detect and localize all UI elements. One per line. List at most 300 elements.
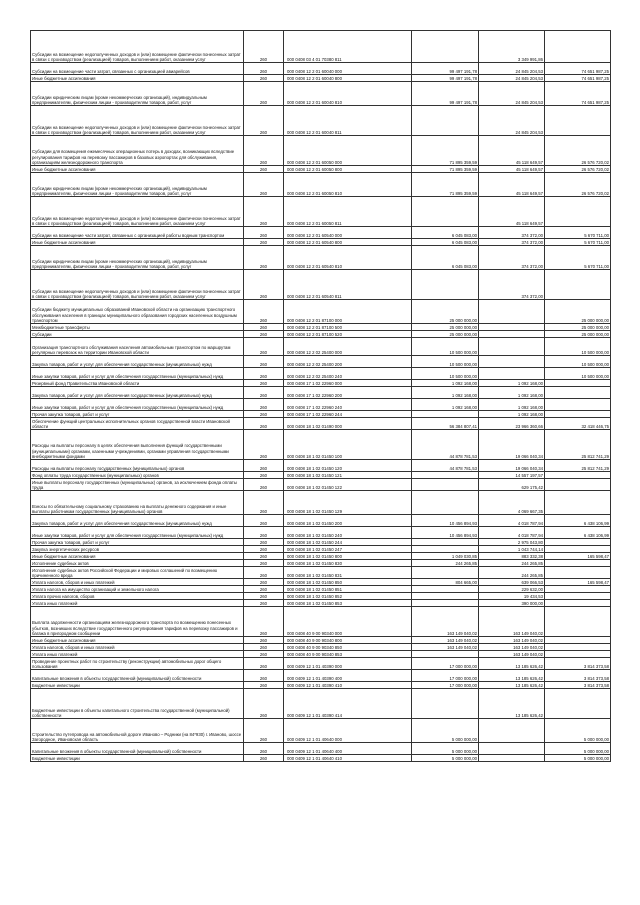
table-row [31, 63, 611, 75]
row-approved-cell: 6 045 083,00 [412, 246, 479, 270]
row-executed-cell: 13 185 626,42 [479, 658, 545, 670]
row-line-code-cell: 260 [244, 75, 284, 82]
table-row [31, 527, 611, 539]
row-remaining-cell [545, 106, 611, 136]
table-row [31, 586, 611, 593]
row-executed-cell: 3 349 991,86 [479, 31, 545, 63]
row-name-cell: Иные закупки товаров, работ и услуг для обеспечения государственных (муниципальных) нужд [31, 527, 244, 539]
row-executed-cell: 45 118 649,57 [479, 166, 545, 173]
row-remaining-cell: 26 576 720,02 [545, 136, 611, 166]
row-executed-cell [479, 719, 545, 743]
row-approved-cell: 25 000 000,00 [412, 331, 479, 338]
table-row [31, 380, 611, 387]
row-line-code-cell: 260 [244, 331, 284, 338]
table-row [31, 75, 611, 82]
row-executed-cell: 24 845 204,53 [479, 106, 545, 136]
table-row [31, 300, 611, 324]
row-line-code-cell: 260 [244, 227, 284, 239]
row-line-code-cell: 260 [244, 270, 284, 300]
row-executed-cell [479, 324, 545, 331]
row-approved-cell: 99 497 191,78 [412, 82, 479, 106]
row-budget-code-cell: 000 0408 12 2 01 60040 000 [284, 63, 412, 75]
row-approved-cell: 25 000 000,00 [412, 300, 479, 324]
row-executed-cell: 4 018 787,94 [479, 515, 545, 527]
row-line-code-cell: 260 [244, 380, 284, 387]
table-row [31, 479, 611, 491]
row-executed-cell [479, 755, 545, 762]
row-executed-cell: 45 118 649,57 [479, 136, 545, 166]
row-line-code-cell: 260 [244, 670, 284, 682]
row-line-code-cell: 260 [244, 460, 284, 472]
table-row [31, 331, 611, 338]
row-budget-code-cell: 000 0408 12 2 02 25400 240 [284, 368, 412, 380]
row-executed-cell [479, 368, 545, 380]
row-budget-code-cell: 000 0408 12 2 02 25400 000 [284, 338, 412, 356]
table-row [31, 31, 611, 63]
row-budget-code-cell: 000 0408 40 9 00 90340 800 [284, 637, 412, 644]
row-line-code-cell: 260 [244, 637, 284, 644]
row-name-cell: Бюджетные инвестиции [31, 682, 244, 689]
row-line-code-cell: 260 [244, 338, 284, 356]
row-remaining-cell [545, 689, 611, 719]
row-remaining-cell [545, 479, 611, 491]
row-executed-cell: 13 185 626,42 [479, 682, 545, 689]
row-budget-code-cell: 000 0408 12 2 01 60540 800 [284, 239, 412, 246]
row-name-cell: Иные закупки товаров, работ и услуг для обеспечения государственных (муниципальных) нужд [31, 368, 244, 380]
row-remaining-cell: 74 651 987,25 [545, 63, 611, 75]
row-budget-code-cell: 000 0408 40 9 00 90340 853 [284, 651, 412, 658]
row-executed-cell: 19 066 040,34 [479, 460, 545, 472]
row-budget-code-cell: 000 0408 18 1 02 01450 200 [284, 515, 412, 527]
row-name-cell: Исполнение судебных актов [31, 560, 244, 567]
row-budget-code-cell: 000 0408 18 1 02 01450 830 [284, 560, 412, 567]
table-row [31, 637, 611, 644]
row-executed-cell: 1 092 168,00 [479, 387, 545, 399]
row-name-cell: Строительство путепровода на автомобильной дороге Иваново – Родники (на 84*930) г. Иваново, шоссе Загородное, Ивановская область [31, 719, 244, 743]
row-remaining-cell: 6 438 106,99 [545, 527, 611, 539]
row-approved-cell [412, 586, 479, 593]
row-name-cell: Расходы на выплаты персоналу в целях обеспечения выполнения функций государственными (муниципальными) органами, казенными учреждениями, органами управления государственными внебюджетными фондами [31, 430, 244, 460]
table-row [31, 82, 611, 106]
row-line-code-cell: 260 [244, 579, 284, 586]
row-line-code-cell: 260 [244, 553, 284, 560]
row-name-cell: Проведение проектных работ по строительству (реконструкции) автомобильных дорог общего пользования [31, 658, 244, 670]
row-budget-code-cell: 000 0408 40 9 00 90340 000 [284, 607, 412, 637]
row-budget-code-cell: 000 0408 18 1 02 01450 247 [284, 546, 412, 553]
row-approved-cell: 17 000 000,00 [412, 682, 479, 689]
row-approved-cell: 163 149 040,02 [412, 637, 479, 644]
row-line-code-cell: 260 [244, 527, 284, 539]
row-line-code-cell: 260 [244, 418, 284, 430]
row-remaining-cell: 26 576 720,02 [545, 166, 611, 173]
row-budget-code-cell: 000 0408 18 1 02 01450 853 [284, 600, 412, 607]
table-row [31, 356, 611, 368]
row-executed-cell: 163 149 040,02 [479, 651, 545, 658]
row-executed-cell: 24 845 204,53 [479, 63, 545, 75]
row-remaining-cell: 10 500 000,00 [545, 356, 611, 368]
row-name-cell: Иные выплаты персоналу государственных (муниципальных) органов, за исключением фонда оплаты труда [31, 479, 244, 491]
row-line-code-cell: 260 [244, 411, 284, 418]
row-name-cell: Субсидии на возмещение части затрат, связанных с организацией работы водным транспортом [31, 227, 244, 239]
row-budget-code-cell: 000 0408 12 2 01 60040 810 [284, 82, 412, 106]
row-line-code-cell: 260 [244, 600, 284, 607]
row-remaining-cell [545, 567, 611, 579]
row-name-cell: Субсидии для возмещения ежемесячных операционных потерь в доходах, возникающих вследствие регулирования тарифов на перевозку пассажиров в базовых аэропортах для обслуживания, организациям железнодорожного транспорта [31, 136, 244, 166]
row-remaining-cell: 74 651 987,25 [545, 82, 611, 106]
row-approved-cell: 10 500 000,00 [412, 356, 479, 368]
row-executed-cell: 24 845 204,53 [479, 82, 545, 106]
row-approved-cell [412, 270, 479, 300]
row-budget-code-cell: 000 0408 12 2 01 60050 000 [284, 136, 412, 166]
row-budget-code-cell: 000 0408 12 2 01 87100 520 [284, 331, 412, 338]
row-line-code-cell: 260 [244, 755, 284, 762]
row-budget-code-cell: 000 0408 12 2 01 60050 811 [284, 197, 412, 227]
row-remaining-cell: 3 814 373,58 [545, 670, 611, 682]
table-row [31, 755, 611, 762]
row-line-code-cell: 260 [244, 324, 284, 331]
row-name-cell: Иные бюджетные ассигнования [31, 75, 244, 82]
row-line-code-cell: 260 [244, 106, 284, 136]
row-budget-code-cell: 000 0408 18 1 02 01450 129 [284, 491, 412, 515]
row-name-cell: Закупка товаров, работ и услуг для обеспечения государственных (муниципальных) нужд [31, 387, 244, 399]
row-executed-cell: 244 265,85 [479, 567, 545, 579]
row-budget-code-cell: 000 0409 12 1 01 40390 414 [284, 689, 412, 719]
table-row [31, 682, 611, 689]
table-row [31, 593, 611, 600]
row-name-cell: Уплата налогов, сборов и иных платежей [31, 579, 244, 586]
row-name-cell: Прочая закупка товаров, работ и услуг [31, 539, 244, 546]
table-row [31, 166, 611, 173]
row-budget-code-cell: 000 0408 18 1 02 01450 852 [284, 593, 412, 600]
row-approved-cell: 99 497 191,78 [412, 75, 479, 82]
table-row [31, 689, 611, 719]
row-budget-code-cell: 000 0408 17 1 02 22960 244 [284, 411, 412, 418]
row-executed-cell: 163 149 040,02 [479, 637, 545, 644]
row-remaining-cell [545, 593, 611, 600]
row-name-cell: Иные бюджетные ассигнования [31, 166, 244, 173]
row-budget-code-cell: 000 0408 18 1 02 01450 122 [284, 479, 412, 491]
table-row [31, 430, 611, 460]
row-name-cell: Бюджетные инвестиции в объекты капитального строительства государственной (муниципальной) собственности [31, 689, 244, 719]
row-name-cell: Иные бюджетные ассигнования [31, 239, 244, 246]
row-approved-cell: 1 092 168,00 [412, 399, 479, 411]
row-approved-cell: 99 497 191,78 [412, 63, 479, 75]
row-remaining-cell: 74 651 987,25 [545, 75, 611, 82]
row-name-cell: Субсидии юридическим лицам (кроме некоммерческих организаций), индивидуальным предпринимателям, физическим лицам - производителям товаров, работ, услуг [31, 82, 244, 106]
row-approved-cell [412, 197, 479, 227]
row-name-cell: Иные закупки товаров, работ и услуг для обеспечения государственных (муниципальных) нужд [31, 399, 244, 411]
row-budget-code-cell: 000 0409 12 1 01 40640 410 [284, 755, 412, 762]
row-remaining-cell: 3 814 373,58 [545, 658, 611, 670]
row-line-code-cell: 260 [244, 491, 284, 515]
row-line-code-cell: 260 [244, 586, 284, 593]
row-name-cell: Субсидии на возмещение недополученных доходов и (или) возмещение фактически понесенных затрат в связи с производством (реализацией) товаров, выполнением работ, оказанием услуг [31, 270, 244, 300]
table-row [31, 560, 611, 567]
row-remaining-cell: 165 598,47 [545, 579, 611, 586]
row-approved-cell: 71 895 359,59 [412, 173, 479, 197]
row-executed-cell: 45 118 649,57 [479, 173, 545, 197]
row-line-code-cell: 260 [244, 719, 284, 743]
row-line-code-cell: 260 [244, 539, 284, 546]
row-executed-cell: 1 092 168,00 [479, 411, 545, 418]
row-executed-cell [479, 743, 545, 755]
row-budget-code-cell: 000 0408 18 1 02 01450 244 [284, 539, 412, 546]
budget-execution-table [30, 30, 611, 762]
row-line-code-cell: 260 [244, 607, 284, 637]
row-executed-cell: 13 185 626,42 [479, 670, 545, 682]
row-remaining-cell [545, 472, 611, 479]
row-remaining-cell: 6 438 106,99 [545, 515, 611, 527]
row-budget-code-cell: 000 0408 18 1 02 01450 120 [284, 460, 412, 472]
row-name-cell: Субсидии бюджету муниципальных образований Ивановской области на организацию транспортного обслуживания населения в границах муниципального образования городских населенных воздушным транспортом [31, 300, 244, 324]
table-row [31, 239, 611, 246]
row-approved-cell: 1 049 030,85 [412, 553, 479, 560]
row-remaining-cell: 3 814 373,58 [545, 682, 611, 689]
row-name-cell: Субсидии на возмещение недополученных доходов и (или) возмещение фактически понесенных затрат в связи с производством (реализацией) товаров, выполнением работ, оказанием услуг [31, 106, 244, 136]
row-line-code-cell: 260 [244, 399, 284, 411]
table-row [31, 399, 611, 411]
table-row [31, 227, 611, 239]
row-line-code-cell: 260 [244, 356, 284, 368]
row-executed-cell [479, 331, 545, 338]
row-line-code-cell: 260 [244, 136, 284, 166]
row-remaining-cell [545, 651, 611, 658]
table-row [31, 670, 611, 682]
row-line-code-cell: 260 [244, 593, 284, 600]
row-approved-cell [412, 491, 479, 515]
row-executed-cell [479, 300, 545, 324]
row-name-cell: Иные бюджетные ассигнования [31, 553, 244, 560]
row-budget-code-cell: 000 0408 18 1 02 01450 121 [284, 472, 412, 479]
table-row [31, 197, 611, 227]
row-remaining-cell: 25 000 000,00 [545, 300, 611, 324]
row-remaining-cell: 25 000 000,00 [545, 331, 611, 338]
row-approved-cell: 5 000 000,00 [412, 755, 479, 762]
row-approved-cell [412, 31, 479, 63]
row-budget-code-cell: 000 0408 12 2 01 60050 800 [284, 166, 412, 173]
row-approved-cell: 6 045 083,00 [412, 227, 479, 239]
row-line-code-cell: 260 [244, 515, 284, 527]
row-budget-code-cell: 000 0408 40 9 00 90340 850 [284, 644, 412, 651]
row-line-code-cell: 260 [244, 682, 284, 689]
row-name-cell: Исполнение судебных актов Российской Федерации и мировых соглашений по возмещению причиненного вреда [31, 567, 244, 579]
row-approved-cell: 163 149 040,02 [412, 644, 479, 651]
table-row [31, 270, 611, 300]
row-budget-code-cell: 000 0408 17 1 02 22960 200 [284, 387, 412, 399]
row-approved-cell [412, 479, 479, 491]
table-row [31, 553, 611, 560]
row-budget-code-cell: 000 0409 12 1 01 40640 400 [284, 743, 412, 755]
row-line-code-cell: 260 [244, 689, 284, 719]
row-name-cell: Закупка товаров, работ и услуг для обеспечения государственных (муниципальных) нужд [31, 515, 244, 527]
row-approved-cell [412, 546, 479, 553]
row-line-code-cell: 260 [244, 658, 284, 670]
row-approved-cell: 1 092 168,00 [412, 380, 479, 387]
row-budget-code-cell: 000 0409 12 1 01 40390 000 [284, 658, 412, 670]
row-remaining-cell: 5 670 711,00 [545, 246, 611, 270]
row-approved-cell [412, 567, 479, 579]
table-row [31, 651, 611, 658]
row-budget-code-cell: 000 0408 12 2 01 60540 000 [284, 227, 412, 239]
table-row [31, 515, 611, 527]
row-executed-cell: 629 175,42 [479, 479, 545, 491]
row-approved-cell: 804 665,00 [412, 579, 479, 586]
table-row [31, 246, 611, 270]
row-executed-cell: 639 066,53 [479, 579, 545, 586]
row-approved-cell: 17 000 000,00 [412, 658, 479, 670]
row-budget-code-cell: 000 0408 17 1 02 22960 000 [284, 380, 412, 387]
row-budget-code-cell: 000 0408 03 4 01 70380 811 [284, 31, 412, 63]
row-name-cell: Взносы по обязательному социальному страхованию на выплаты денежного содержания и иные выплаты работникам государственных (муниципальных) органов [31, 491, 244, 515]
row-remaining-cell: 25 812 741,29 [545, 460, 611, 472]
row-executed-cell: 883 332,38 [479, 553, 545, 560]
row-budget-code-cell: 000 0409 12 1 01 40390 410 [284, 682, 412, 689]
row-line-code-cell: 260 [244, 430, 284, 460]
row-name-cell: Субсидии юридическим лицам (кроме некоммерческих организаций), индивидуальным предпринимателям, физическим лицам - производителям товаров, работ, услуг [31, 246, 244, 270]
row-executed-cell: 14 557 197,57 [479, 472, 545, 479]
row-remaining-cell [545, 399, 611, 411]
row-executed-cell: 24 845 204,53 [479, 75, 545, 82]
row-executed-cell: 1 043 744,14 [479, 546, 545, 553]
row-approved-cell: 56 384 807,41 [412, 418, 479, 430]
row-executed-cell: 374 372,00 [479, 246, 545, 270]
row-executed-cell: 1 092 168,00 [479, 399, 545, 411]
row-line-code-cell: 260 [244, 479, 284, 491]
table-row [31, 579, 611, 586]
row-executed-cell: 4 018 787,94 [479, 527, 545, 539]
row-approved-cell: 17 000 000,00 [412, 670, 479, 682]
row-remaining-cell: 5 670 711,00 [545, 239, 611, 246]
row-line-code-cell: 260 [244, 560, 284, 567]
row-line-code-cell: 260 [244, 31, 284, 63]
row-name-cell: Субсидии [31, 331, 244, 338]
table-row [31, 658, 611, 670]
table-row [31, 418, 611, 430]
row-remaining-cell [545, 411, 611, 418]
table-row [31, 338, 611, 356]
table-row [31, 136, 611, 166]
row-remaining-cell [545, 387, 611, 399]
table-row [31, 387, 611, 399]
row-remaining-cell [545, 197, 611, 227]
row-budget-code-cell: 000 0408 18 1 02 01450 100 [284, 430, 412, 460]
row-name-cell: Уплата прочих налогов, сборов [31, 593, 244, 600]
row-name-cell: Межбюджетные трансферты [31, 324, 244, 331]
row-name-cell: Капитальные вложения в объекты государственной (муниципальной) собственности [31, 743, 244, 755]
row-remaining-cell: 26 576 720,02 [545, 173, 611, 197]
row-name-cell: Субсидии на возмещение части затрат, связанных с организацией авиарейсов [31, 63, 244, 75]
row-approved-cell: 5 000 000,00 [412, 743, 479, 755]
table-row [31, 324, 611, 331]
row-remaining-cell [545, 607, 611, 637]
row-remaining-cell: 25 812 741,29 [545, 430, 611, 460]
row-remaining-cell: 5 670 711,00 [545, 227, 611, 239]
row-budget-code-cell: 000 0408 17 1 02 22960 240 [284, 399, 412, 411]
row-remaining-cell [545, 546, 611, 553]
row-approved-cell: 163 149 040,02 [412, 607, 479, 637]
row-remaining-cell: 25 000 000,00 [545, 324, 611, 331]
row-remaining-cell [545, 600, 611, 607]
row-remaining-cell: 165 598,47 [545, 553, 611, 560]
row-approved-cell: 244 265,85 [412, 560, 479, 567]
row-budget-code-cell: 000 0408 18 1 02 01450 240 [284, 527, 412, 539]
row-remaining-cell [545, 270, 611, 300]
row-approved-cell: 44 878 781,53 [412, 430, 479, 460]
row-remaining-cell [545, 644, 611, 651]
row-remaining-cell [545, 586, 611, 593]
row-approved-cell: 10 456 894,93 [412, 527, 479, 539]
row-budget-code-cell: 000 0408 18 1 02 01450 850 [284, 579, 412, 586]
row-approved-cell: 71 895 359,59 [412, 166, 479, 173]
report-sheet [30, 30, 610, 762]
row-executed-cell: 4 069 667,35 [479, 491, 545, 515]
row-line-code-cell: 260 [244, 246, 284, 270]
row-remaining-cell [545, 380, 611, 387]
row-name-cell: Выплата задолженности организациям железнодорожного транспорта по возмещению понесенных убытков, возникших вследствие государственного регулирования тарифов на перевозку пассажиров и багажа в пригородном сообщении [31, 607, 244, 637]
row-line-code-cell: 260 [244, 546, 284, 553]
row-line-code-cell: 260 [244, 82, 284, 106]
row-budget-code-cell: 000 0408 12 2 01 87100 000 [284, 300, 412, 324]
table-row [31, 491, 611, 515]
row-line-code-cell: 260 [244, 166, 284, 173]
row-name-cell: Уплата налогов, сборов и иных платежей [31, 644, 244, 651]
row-name-cell: Бюджетные инвестиции [31, 755, 244, 762]
row-line-code-cell: 260 [244, 644, 284, 651]
row-budget-code-cell: 000 0408 12 2 01 60040 811 [284, 106, 412, 136]
row-name-cell: Расходы на выплаты персоналу государственных (муниципальных) органов [31, 460, 244, 472]
row-approved-cell: 71 895 359,59 [412, 136, 479, 166]
row-name-cell: Уплата иных платежей [31, 651, 244, 658]
row-executed-cell: 1 092 168,00 [479, 380, 545, 387]
table-row [31, 567, 611, 579]
row-approved-cell [412, 689, 479, 719]
row-executed-cell: 19 434,53 [479, 593, 545, 600]
row-name-cell: Закупка энергетических ресурсов [31, 546, 244, 553]
row-remaining-cell: 5 000 000,00 [545, 743, 611, 755]
row-approved-cell: 6 045 083,00 [412, 239, 479, 246]
row-name-cell: Субсидии на возмещение недополученных доходов и (или) возмещение фактически понесенных затрат в связи с производством (реализацией) товаров, выполнением работ, оказанием услуг [31, 197, 244, 227]
row-executed-cell: 23 966 360,66 [479, 418, 545, 430]
row-executed-cell: 163 149 040,02 [479, 644, 545, 651]
table-row [31, 472, 611, 479]
table-row [31, 539, 611, 546]
row-remaining-cell: 10 500 000,00 [545, 338, 611, 356]
row-approved-cell: 10 456 894,93 [412, 515, 479, 527]
row-remaining-cell: 5 000 000,00 [545, 755, 611, 762]
row-remaining-cell [545, 560, 611, 567]
row-name-cell: Закупка товаров, работ и услуг для обеспечения государственных (муниципальных) нужд [31, 356, 244, 368]
row-approved-cell [412, 593, 479, 600]
row-name-cell: Прочая закупка товаров, работ и услуг [31, 411, 244, 418]
table-row [31, 106, 611, 136]
row-executed-cell [479, 356, 545, 368]
row-budget-code-cell: 000 0408 12 2 01 60050 810 [284, 173, 412, 197]
row-name-cell: Организация транспортного обслуживания населения автомобильным транспортом по маршрутам регулярных перевозок на территории Ивановской области [31, 338, 244, 356]
row-line-code-cell: 260 [244, 743, 284, 755]
row-executed-cell: 244 265,85 [479, 560, 545, 567]
row-budget-code-cell: 000 0408 12 2 01 60540 810 [284, 246, 412, 270]
row-executed-cell: 374 372,00 [479, 270, 545, 300]
row-executed-cell: 390 000,00 [479, 600, 545, 607]
table-row [31, 644, 611, 651]
row-budget-code-cell: 000 0408 12 2 01 60040 800 [284, 75, 412, 82]
row-remaining-cell [545, 31, 611, 63]
row-remaining-cell: 10 500 000,00 [545, 368, 611, 380]
row-executed-cell [479, 338, 545, 356]
row-remaining-cell [545, 539, 611, 546]
row-line-code-cell: 260 [244, 173, 284, 197]
row-executed-cell: 374 372,00 [479, 227, 545, 239]
